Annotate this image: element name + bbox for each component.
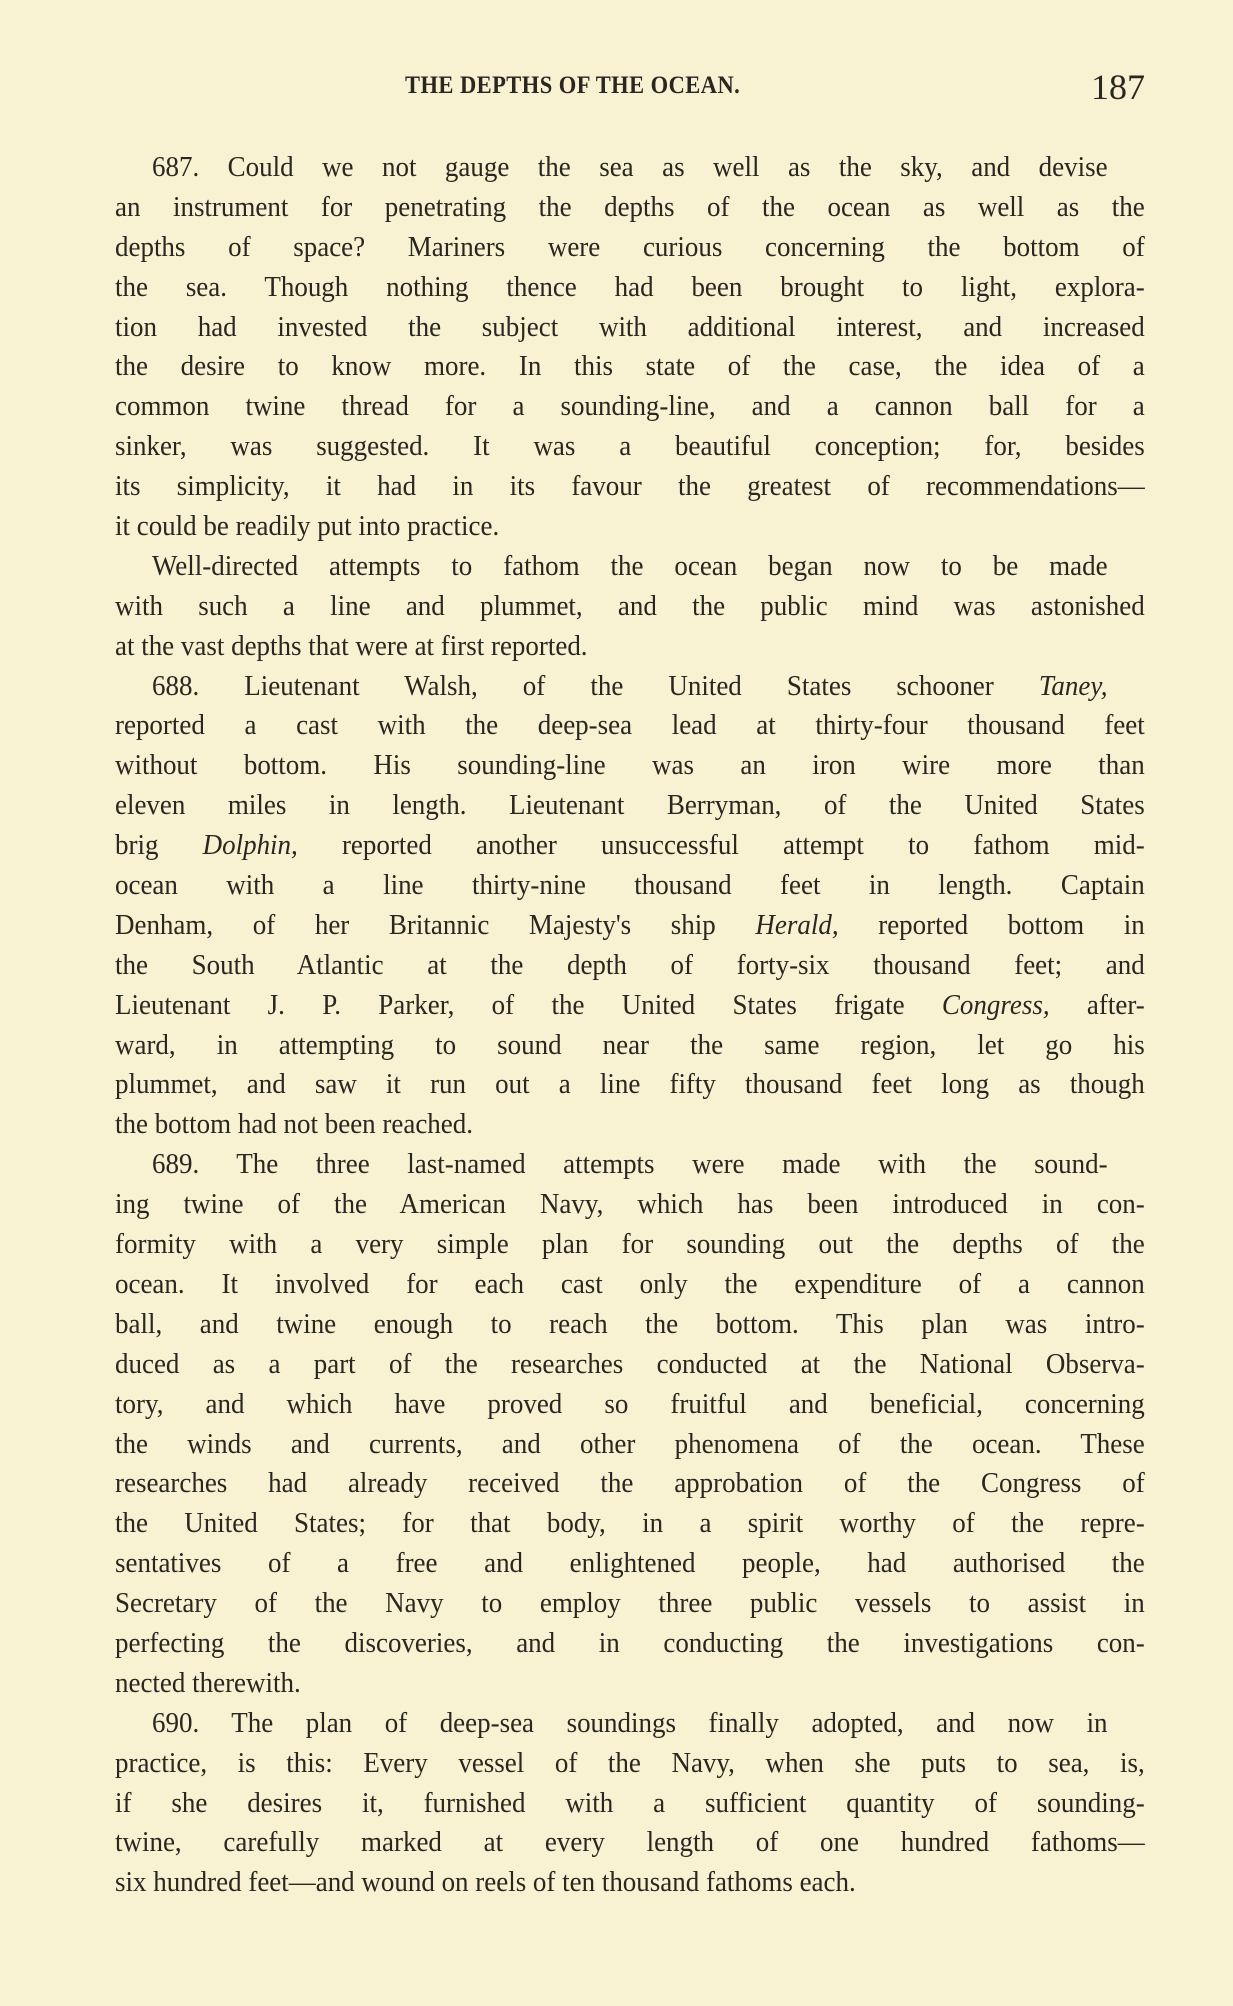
paragraph (115, 1145, 1145, 1703)
text-line (115, 547, 1145, 587)
text-segment: if she desires it, furnished with a sufficient quantity of sounding- (115, 1786, 1145, 1819)
body-text (115, 148, 1145, 1903)
text-line (115, 188, 1145, 228)
text-line (115, 1105, 1145, 1145)
text-line (115, 627, 1145, 667)
text-segment: the United States; for that body, in a spirit worthy of the repre- (115, 1507, 1145, 1540)
text-line (115, 308, 1145, 348)
text-line (115, 1145, 1145, 1185)
text-segment: at the vast depths that were at first reported. (115, 629, 588, 662)
text-segment: without bottom. His sounding-line was an iron wire more than (115, 749, 1145, 782)
italic-text: Herald, (755, 908, 839, 941)
text-line (115, 587, 1145, 627)
text-line (115, 1225, 1145, 1265)
text-line (115, 1185, 1145, 1225)
text-line (115, 986, 1145, 1026)
text-segment: reported another unsuccessful attempt to fathom mid- (297, 829, 1145, 862)
text-line (115, 786, 1145, 826)
text-segment: Secretary of the Navy to employ three public vessels to assist in (115, 1587, 1145, 1620)
text-line (115, 1744, 1145, 1784)
text-line (115, 347, 1145, 387)
text-segment: reported a cast with the deep-sea lead at thirty-four thousand feet (115, 709, 1145, 742)
text-line (115, 826, 1145, 866)
text-segment: ocean with a line thirty-nine thousand feet in length. Captain (115, 869, 1145, 902)
text-line (115, 148, 1145, 188)
text-line (115, 507, 1145, 547)
text-line (115, 268, 1145, 308)
text-segment: reported bottom in (838, 908, 1145, 941)
text-line (115, 1026, 1145, 1066)
text-line (115, 1065, 1145, 1105)
text-line (115, 1305, 1145, 1345)
text-segment: nected therewith. (115, 1666, 301, 1699)
text-line (115, 387, 1145, 427)
text-line (115, 706, 1145, 746)
text-line (115, 906, 1145, 946)
text-line (115, 1704, 1145, 1744)
text-line (115, 1464, 1145, 1504)
text-line (115, 1664, 1145, 1704)
text-segment: with such a line and plummet, and the public mind was astonished (115, 589, 1145, 622)
paragraph (115, 148, 1145, 547)
text-line (115, 746, 1145, 786)
text-segment: ward, in attempting to sound near the same region, let go his (115, 1028, 1145, 1061)
text-segment: ball, and twine enough to reach the bottom. This plan was intro- (115, 1307, 1145, 1340)
text-segment: common twine thread for a sounding-line, and a cannon ball for a (115, 390, 1145, 423)
text-segment: the sea. Though nothing thence had been brought to light, explora- (115, 270, 1145, 303)
text-segment: depths of space? Mariners were curious concerning the bottom of (115, 230, 1145, 263)
text-segment: practice, is this: Every vessel of the Navy, when she puts to sea, is, (115, 1746, 1145, 1779)
text-segment: 688. Lieutenant Walsh, of the United States schooner (152, 669, 1039, 702)
text-segment: sinker, was suggested. It was a beautiful conception; for, besides (115, 430, 1145, 463)
text-segment: researches had already received the approbation of the Congress of (115, 1467, 1145, 1500)
text-segment: an instrument for penetrating the depths of the ocean as well as the (115, 190, 1145, 223)
text-segment: the bottom had not been reached. (115, 1108, 473, 1141)
text-line (115, 866, 1145, 906)
text-segment: tory, and which have proved so fruitful and beneficial, concerning (115, 1387, 1145, 1420)
text-segment: Lieutenant J. P. Parker, of the United States frigate (115, 988, 942, 1021)
text-segment: eleven miles in length. Lieutenant Berryman, of the United States (115, 789, 1145, 822)
paragraph (115, 667, 1145, 1146)
text-segment: perfecting the discoveries, and in conducting the investigations con- (115, 1626, 1145, 1659)
text-line (115, 667, 1145, 707)
text-segment: formity with a very simple plan for sounding out the depths of the (115, 1228, 1145, 1261)
text-line (115, 1425, 1145, 1465)
text-segment: ocean. It involved for each cast only the expenditure of a cannon (115, 1267, 1145, 1300)
text-line (115, 1345, 1145, 1385)
text-line (115, 946, 1145, 986)
running-title: THE DEPTHS OF THE OCEAN. (405, 72, 741, 99)
text-segment: brig (115, 829, 203, 862)
text-segment: it could be readily put into practice. (115, 510, 500, 543)
text-segment: 690. The plan of deep-sea soundings finally adopted, and now in (152, 1706, 1108, 1739)
text-line (115, 1624, 1145, 1664)
text-line (115, 1784, 1145, 1824)
running-header (115, 66, 1145, 110)
italic-text: Dolphin, (202, 829, 298, 862)
text-line (115, 1504, 1145, 1544)
text-line (115, 1544, 1145, 1584)
text-line (115, 1584, 1145, 1624)
text-line (115, 1265, 1145, 1305)
text-segment: Well-directed attempts to fathom the ocean began now to be made (152, 549, 1108, 582)
text-segment: the desire to know more. In this state of the case, the idea of a (115, 350, 1145, 383)
text-segment: the winds and currents, and other phenomena of the ocean. These (115, 1427, 1145, 1460)
text-line (115, 228, 1145, 268)
text-line (115, 1385, 1145, 1425)
text-segment: tion had invested the subject with additional interest, and increased (115, 310, 1145, 343)
paragraph (115, 547, 1145, 667)
text-segment: six hundred feet—and wound on reels of ten thousand fathoms each. (115, 1866, 856, 1899)
text-line (115, 1823, 1145, 1863)
text-segment: twine, carefully marked at every length of one hundred fathoms— (115, 1826, 1145, 1859)
text-segment: 687. Could we not gauge the sea as well as the sky, and devise (152, 151, 1108, 183)
text-segment: duced as a part of the researches conducted at the National Observa- (115, 1347, 1145, 1380)
text-line (115, 467, 1145, 507)
page-number: 187 (1091, 67, 1145, 107)
text-segment: Denham, of her Britannic Majesty's ship (115, 908, 756, 941)
text-segment: plummet, and saw it run out a line fifty thousand feet long as though (115, 1068, 1145, 1101)
text-segment: the South Atlantic at the depth of forty-six thousand feet; and (115, 948, 1145, 981)
text-line (115, 427, 1145, 467)
paragraph (115, 1704, 1145, 1903)
text-line (115, 1863, 1145, 1903)
text-segment: after- (1049, 988, 1145, 1021)
text-segment: 689. The three last-named attempts were made with the sound- (152, 1148, 1108, 1181)
italic-text: Congress, (941, 988, 1050, 1021)
italic-text: Taney, (1038, 669, 1108, 702)
text-segment: sentatives of a free and enlightened people, had authorised the (115, 1547, 1145, 1580)
text-segment: its simplicity, it had in its favour the greatest of recommendations— (115, 470, 1145, 503)
text-segment: ing twine of the American Navy, which has been introduced in con- (115, 1188, 1145, 1221)
